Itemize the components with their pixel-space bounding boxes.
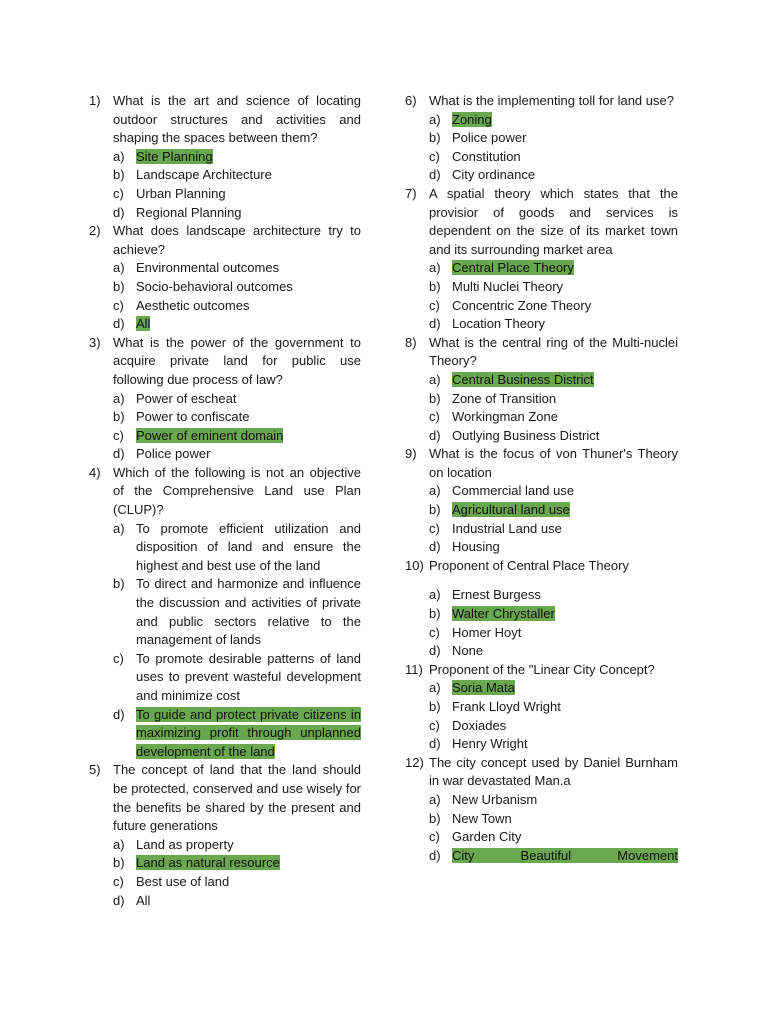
option-text: Best use of land [136,873,230,889]
option-text: Environmental outcomes [136,260,280,276]
option-text: None [452,643,484,659]
question-number: 1) [89,93,101,108]
option [429,828,678,847]
option [429,586,678,605]
option [429,810,678,829]
option-text: Housing [452,539,500,555]
question [405,445,678,557]
option [113,297,361,316]
option-letter: d) [429,539,441,555]
question-number: 9) [405,446,417,462]
option-list [429,586,678,660]
highlighted-answer [136,706,361,762]
option-list [113,520,361,762]
option-letter: c) [113,427,124,443]
option [429,408,678,427]
option-letter: c) [429,148,440,164]
option-text: To promote efficient utilization and disposition of land and ensure the highest and best use of the land [136,520,361,573]
option-text: Doxiades [452,717,507,733]
option [429,315,678,334]
option-text: Constitution [452,148,521,164]
option [429,624,678,643]
option-letter: d) [429,316,441,332]
option-letter: d) [113,316,125,332]
question-number: 2) [89,223,101,239]
option [113,575,361,649]
question [89,334,361,464]
option-letter: a) [429,680,441,696]
question-number: 12) [405,754,424,770]
option-text: Land as natural resource [136,855,280,871]
option-text: Henry Wright [452,736,528,752]
answer-option [429,501,678,520]
option-text: Landscape Architecture [136,167,272,183]
answer-option [429,847,678,866]
option-letter: a) [429,791,441,807]
option-text: Zoning [452,111,492,127]
option-text: New Town [452,810,512,826]
highlighted-answer [136,854,361,873]
option-list [429,111,678,185]
option-letter: b) [429,606,441,622]
option-letter: a) [113,836,125,852]
option [429,642,678,661]
option-letter: b) [113,167,125,183]
option [429,129,678,148]
option-list [429,259,678,333]
answer-option [113,427,361,446]
option [429,520,678,539]
option-text: New Urbanism [452,791,538,807]
option-text: Zone of Transition [452,390,557,406]
option [113,185,361,204]
option [113,445,361,464]
option [429,390,678,409]
option-letter: d) [113,706,125,722]
question [89,92,361,222]
question [405,754,678,866]
option-letter: c) [113,297,124,313]
question [405,557,678,661]
option-letter: c) [113,650,124,666]
option-list [429,371,678,445]
question [89,222,361,334]
option [429,427,678,446]
option-list [429,679,678,753]
option [113,892,361,911]
option [429,698,678,717]
option-list [113,259,361,333]
option-letter: c) [429,520,440,536]
option [113,408,361,427]
question-text: A spatial theory which states that the provisior of goods and services is dependent on the size of its market town and its surrounding market area [429,185,678,257]
option [429,148,678,167]
answer-option [429,259,678,278]
option [429,166,678,185]
option-letter: b) [113,855,125,871]
option-text: Commercial land use [452,483,575,499]
option [429,735,678,754]
option [113,259,361,278]
option [113,650,361,706]
question-text: Proponent of Central Place Theory [429,557,629,573]
option-text: Power of escheat [136,390,237,406]
option-text: Ernest Burgess [452,587,541,603]
question [89,761,361,910]
option-letter: c) [429,624,440,640]
option-text: Power to confiscate [136,409,250,425]
option-letter: c) [429,717,440,733]
highlighted-answer [452,259,678,278]
spacer [429,575,678,586]
option-letter: d) [429,167,441,183]
option-text: All [136,316,151,332]
option-text: Socio-behavioral outcomes [136,278,293,294]
question-text: What is the focus of von Thuner's Theory on location [429,446,678,480]
question [405,334,678,446]
highlighted-answer [136,427,361,446]
option-text: Multi Nuclei Theory [452,278,564,294]
question-number: 4) [89,464,101,480]
option-list [429,791,678,865]
option-list [113,390,361,464]
question [405,185,678,334]
option-letter: a) [113,260,125,276]
question-text: What is the art and science of locating outdoor structures and activities and shaping the spaces between them? [113,93,361,146]
option-text: To direct and harmonize and influence the discussion and activities of private and public sectors relative to the management of lands [136,576,361,648]
option-text: City Beautiful Movement [452,847,678,863]
left-column [89,92,361,910]
option-letter: d) [429,736,441,752]
option-text: City ordinance [452,167,536,183]
option-letter: a) [429,371,441,387]
option [429,791,678,810]
option-letter: c) [429,297,440,313]
option [429,278,678,297]
option-letter: a) [429,587,441,603]
option-text: Central Business District [452,371,594,387]
option-list [429,482,678,556]
option-letter: a) [113,390,125,406]
option [429,538,678,557]
option-text: Industrial Land use [452,520,562,536]
right-column [405,92,678,865]
question-text: What is the power of the government to acquire private land for public use following due process of law? [113,334,361,387]
highlighted-answer [452,371,678,390]
option-text: Outlying Business District [452,427,600,443]
option-letter: a) [429,111,441,127]
option-letter: b) [429,810,441,826]
option-list [113,148,361,222]
option-text: Regional Planning [136,204,242,220]
answer-option [429,605,678,624]
option-letter: b) [429,502,441,518]
question-text: What does landscape architecture try to achieve? [113,223,361,257]
option-text: Homer Hoyt [452,624,522,640]
option-text: Police power [136,446,211,462]
option [429,297,678,316]
highlighted-answer [136,315,361,334]
option-letter: d) [429,847,441,863]
option [113,520,361,576]
answer-option [429,679,678,698]
option-letter: d) [113,892,125,908]
answer-option [113,854,361,873]
question-text: The concept of land that the land should be protected, conserved and use wisely for the benefits be shared by the present and future generations [113,762,361,834]
option-text: Workingman Zone [452,409,558,425]
option-text: To promote desirable patterns of land uses to prevent wasteful development and minimize cost [136,650,361,703]
option-text: Walter Chrystaller [452,606,555,622]
option-text: Aesthetic outcomes [136,297,250,313]
option-text: To guide and protect private citizens in maximizing profit through unplanned development of the land [136,706,361,759]
option [429,482,678,501]
option-letter: d) [429,643,441,659]
option-text: Police power [452,130,527,146]
question-number: 3) [89,334,101,350]
option [113,836,361,855]
question-text: What is the central ring of the Multi-nuclei Theory? [429,334,678,369]
question-text: The city concept used by Daniel Burnham in war devastated Man.a [429,754,678,789]
highlighted-answer [452,605,678,624]
answer-option [113,315,361,334]
question-number: 7) [405,185,417,201]
question-number: 8) [405,334,417,350]
option-letter: c) [113,873,124,889]
option-text: Urban Planning [136,185,226,201]
option-letter: b) [113,278,125,294]
option-text: Site Planning [136,148,213,164]
question-text: What is the implementing toll for land use? [429,93,674,108]
option-list [113,836,361,910]
answer-option [429,371,678,390]
option-letter: b) [429,390,441,406]
option-letter: a) [113,520,125,536]
option-letter: a) [429,483,441,499]
option-letter: a) [113,148,125,164]
option-letter: b) [429,130,441,146]
option-letter: b) [113,409,125,425]
question [405,661,678,754]
option-text: Agricultural land use [452,502,570,518]
option [113,166,361,185]
option-letter: c) [429,409,440,425]
option-letter: b) [113,576,125,592]
option-letter: b) [429,278,441,294]
question-text: Which of the following is not an objective of the Comprehensive Land use Plan (CLUP)? [113,464,361,518]
option-text: Frank Lloyd Wright [452,699,561,714]
option [113,204,361,223]
highlighted-answer [452,847,678,866]
answer-option [429,111,678,130]
option-letter: a) [429,260,441,276]
option-letter: d) [113,204,125,220]
option [113,278,361,297]
option-letter: d) [113,446,125,462]
option-letter: d) [429,427,441,443]
highlighted-answer [452,111,678,130]
question [405,92,678,185]
option-text: Soria Mata [452,680,515,696]
highlighted-answer [452,501,678,520]
option-letter: c) [429,829,440,845]
question [89,464,361,762]
option-text: Power of eminent domain [136,427,284,443]
option-letter: b) [429,699,441,714]
question-number: 10) [405,557,424,573]
option-text: Location Theory [452,316,545,332]
option [429,717,678,736]
option-text: Land as property [136,836,234,852]
answer-option [113,706,361,762]
question-number: 6) [405,93,417,108]
option [113,873,361,892]
option-text: Central Place Theory [452,260,574,276]
highlighted-answer [452,679,678,698]
option-text: Concentric Zone Theory [452,297,592,313]
option-text: Garden City [452,829,522,845]
option-text: All [136,892,151,908]
answer-option [113,148,361,167]
question-text: Proponent of the "Linear City Concept? [429,661,655,677]
option [113,390,361,409]
option-letter: c) [113,185,124,201]
question-number: 11) [405,661,423,677]
question-number: 5) [89,762,101,778]
highlighted-answer [136,148,361,167]
